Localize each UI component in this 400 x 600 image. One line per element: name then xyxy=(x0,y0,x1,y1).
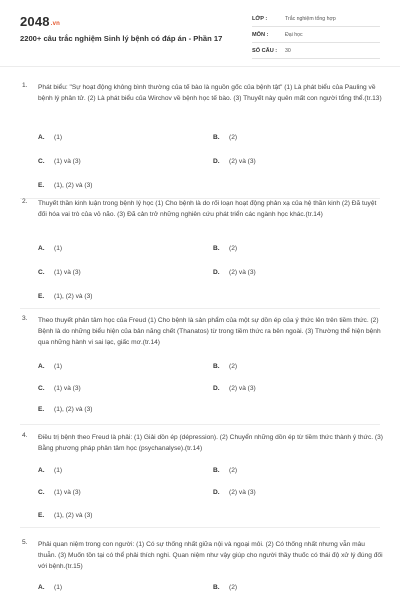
page-header xyxy=(0,0,400,64)
option-d[interactable]: D. (2) và (3) xyxy=(213,489,256,496)
question-number: 2. xyxy=(22,198,28,205)
meta-value: 30 xyxy=(285,48,291,54)
question-text: Điều trị bệnh theo Freud là phải: (1) Giải dồn ép (dépression). (2) Chuyển những dồn ép từ tiềm thức thành ý thức. (3) Bằng phương pháp phân tâm học (psychanalyse).(tr.14) xyxy=(38,434,383,452)
question-number: 1. xyxy=(22,82,28,89)
option-b[interactable]: B. (2) xyxy=(213,134,238,141)
logo-suffix: .vn xyxy=(50,21,61,27)
meta-value[interactable]: Trắc nghiệm tổng hợp xyxy=(285,16,336,22)
option-a[interactable]: A. (1) xyxy=(38,584,63,591)
question-separator xyxy=(20,308,380,309)
option-e[interactable]: E. (1), (2) và (3) xyxy=(38,406,93,413)
meta-row-subject xyxy=(252,29,380,43)
document-title: 2200+ câu trắc nghiệm Sinh lý bệnh có đáp án - Phần 17 xyxy=(20,34,223,43)
meta-row-count xyxy=(252,45,380,59)
question-text: Thuyết thần kinh luận trong bệnh lý học (1) Cho bệnh là do rối loạn hoạt động phản xạ của hệ thần kinh (2) Đã tuyệt đối hóa vai trò của vỏ não. (3) Đã cản trở những nghiên cứu phát triển các ngành học khác.(tr.14) xyxy=(38,200,377,218)
option-b[interactable]: B. (2) xyxy=(213,363,238,370)
option-e[interactable]: E. (1), (2) và (3) xyxy=(38,512,93,519)
option-b[interactable]: B. (2) xyxy=(213,467,238,474)
option-e[interactable]: E. (1), (2) và (3) xyxy=(38,182,93,189)
meta-key: SỐ CÂU : xyxy=(252,48,278,54)
question-text: Phải quan niệm trong con người: (1) Có sự thống nhất giữa nội và ngoại môi. (2) Có thống nhất nhưng vẫn mâu thuẫn. (3) Muốn tồn tại có thể phải thích nghi. Quan niệm như vậy giúp cho người thầy thuốc có thái độ xử lý đúng đối với bệnh.(tr.15) xyxy=(38,541,383,570)
option-c[interactable]: C. (1) và (3) xyxy=(38,158,81,165)
question-separator xyxy=(20,424,380,425)
question-text: Phát biểu: "Sự hoạt động không bình thường của tế bào là nguồn gốc của bệnh tật" (1) Là phát biểu của Pauling về bệnh lý phân tử. (2) Là phát biểu của Wirchov về bệnh học tế bào. (3) Thuyết này quên mất con người tổng thể.(tr.13) xyxy=(38,84,382,102)
option-d[interactable]: D. (2) và (3) xyxy=(213,158,256,165)
option-a[interactable]: A. (1) xyxy=(38,245,63,252)
question-number: 5. xyxy=(22,539,28,546)
option-c[interactable]: C. (1) và (3) xyxy=(38,269,81,276)
option-b[interactable]: B. (2) xyxy=(213,584,238,591)
option-a[interactable]: A. (1) xyxy=(38,363,63,370)
option-d[interactable]: D. (2) và (3) xyxy=(213,269,256,276)
option-e[interactable]: E. (1), (2) và (3) xyxy=(38,293,93,300)
question-separator xyxy=(20,527,380,528)
option-a[interactable]: A. (1) xyxy=(38,134,63,141)
meta-key: LỚP : xyxy=(252,16,268,22)
question-number: 3. xyxy=(22,315,28,322)
option-c[interactable]: C. (1) và (3) xyxy=(38,489,81,496)
site-logo[interactable] xyxy=(20,14,60,29)
option-c[interactable]: C. (1) và (3) xyxy=(38,385,81,392)
document-meta xyxy=(252,13,380,61)
header-divider xyxy=(0,66,400,67)
option-b[interactable]: B. (2) xyxy=(213,245,238,252)
meta-value[interactable]: Đại học xyxy=(285,32,303,38)
option-a[interactable]: A. (1) xyxy=(38,467,63,474)
question-number: 4. xyxy=(22,432,28,439)
meta-key: MÔN : xyxy=(252,32,269,38)
logo-text: 2048 xyxy=(20,14,50,29)
question-text: Theo thuyết phân tâm học của Freud (1) Cho bệnh là sản phẩm của một sự dồn ép của ý thức lên trên tiềm thức. (2) Bệnh là do những biểu hiện của bản năng chết (Thanatos) từ trong tiềm thức ra bên ngoài. (3) Thường thể hiện bệnh qua những hành vi sai lạc, giấc mơ.(tr.14) xyxy=(38,317,381,346)
option-d[interactable]: D. (2) và (3) xyxy=(213,385,256,392)
meta-row-class xyxy=(252,13,380,27)
